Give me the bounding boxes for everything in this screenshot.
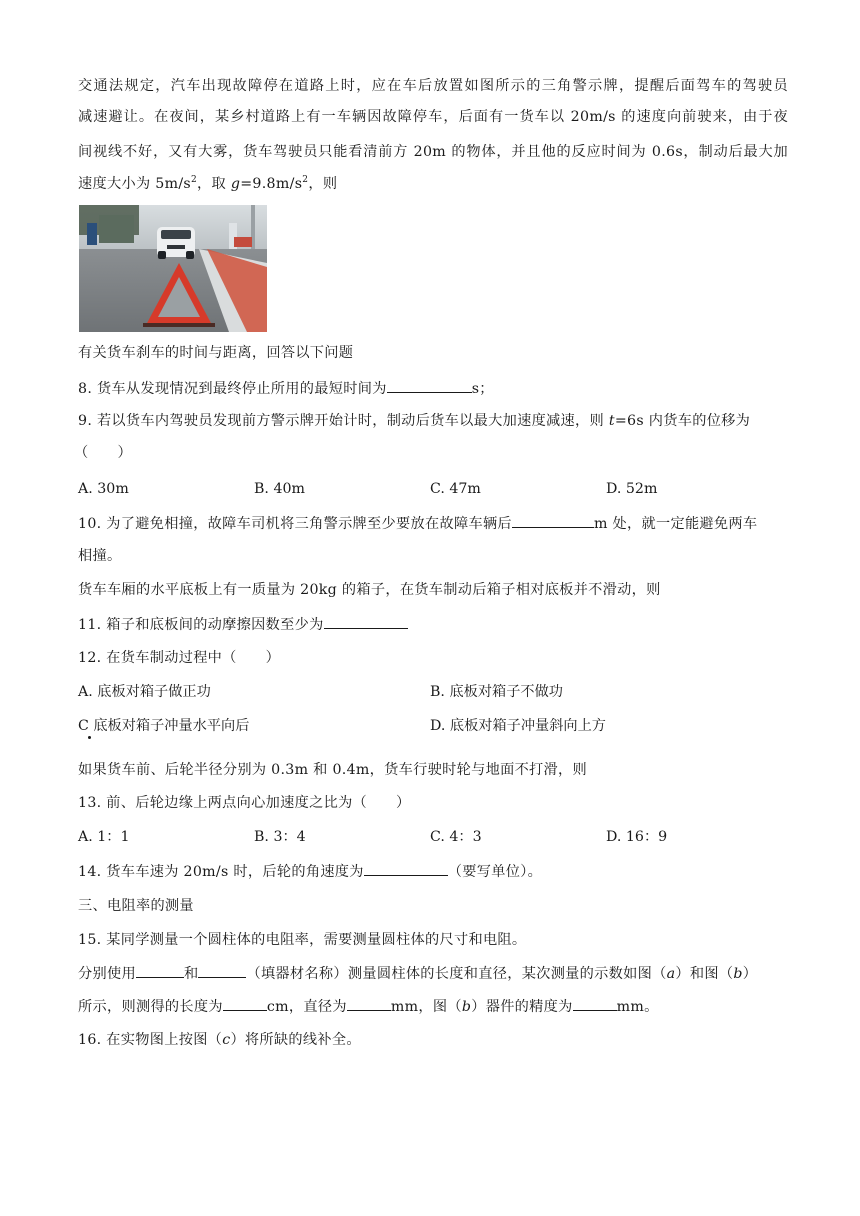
q12-option-b[interactable]: B. 底板对箱子不做功 (430, 684, 563, 700)
answer-blank-8[interactable] (387, 378, 472, 393)
q13-option-c[interactable]: C. 4：3 (430, 829, 482, 845)
section-3-heading: 三、电阻率的测量 (78, 898, 194, 914)
question-13: 13. 前、后轮边缘上两点向心加速度之比为（ ） (78, 795, 411, 811)
question-10-cont: 相撞。 (78, 548, 122, 564)
answer-blank-11[interactable] (324, 614, 408, 629)
question-9: 9. 若以货车内驾驶员发现前方警示牌开始计时，制动后货车以最大加速度减速，则 t=6s 内货车的位移为 (78, 413, 751, 429)
intro-line-3: 间视线不好，又有大雾，货车驾驶员只能看清前方 20m 的物体，并且他的反应时间为 0.6s，制动后最大加 (78, 144, 788, 160)
question-9-paren: （ ） (74, 445, 132, 461)
question-lead-1: 有关货车刹车的时间与距离，回答以下问题 (78, 345, 354, 361)
gravity-symbol: g (230, 176, 241, 192)
q9-option-a[interactable]: A. 30m (78, 481, 129, 497)
answer-blank-10[interactable] (512, 513, 594, 528)
answer-blank-15-diameter[interactable] (347, 996, 391, 1011)
q9-option-b[interactable]: B. 40m (254, 481, 305, 497)
intro-line-1: 交通法规定，汽车出现故障停在道路上时，应在车后放置如图所示的三角警示牌，提醒后面驾车的驾驶员 (78, 78, 788, 94)
question-12: 12. 在货车制动过程中（ ） (78, 650, 281, 666)
question-lead-3: 如果货车前、后轮半径分别为 0.3m 和 0.4m，货车行驶时轮与地面不打滑，则 (78, 762, 588, 778)
question-15-line-2: 分别使用 和 （填器材名称）测量圆柱体的长度和直径，某次测量的示数如图（a）和图（b） (78, 963, 788, 984)
warning-triangle-road-photo (79, 205, 267, 332)
q13-option-d[interactable]: D. 16：9 (606, 829, 668, 845)
question-15-line-3: 所示，则测得的长度为 cm，直径为 mm，图（b）器件的精度为 mm。 (78, 996, 788, 1017)
stray-dot (88, 736, 91, 739)
q13-option-a[interactable]: A. 1：1 (78, 829, 130, 845)
q12-option-d[interactable]: D. 底板对箱子冲量斜向上方 (430, 718, 606, 734)
question-8: 8. 货车从发现情况到最终停止所用的最短时间为 s； (78, 378, 788, 399)
q12-option-a[interactable]: A. 底板对箱子做正功 (78, 684, 211, 700)
question-lead-2: 货车车厢的水平底板上有一质量为 20kg 的箱子，在货车制动后箱子相对底板并不滑动，则 (78, 582, 661, 598)
question-11: 11. 箱子和底板间的动摩擦因数至少为 (78, 614, 788, 635)
question-15: 15. 某同学测量一个圆柱体的电阻率，需要测量圆柱体的尺寸和电阻。 (78, 932, 527, 948)
intro-line-4: 速度大小为 $5m/s^2$，取 $g=9.8m/s^2$，则 (78, 175, 338, 192)
answer-blank-15-length[interactable] (223, 996, 267, 1011)
q9-option-c[interactable]: C. 47m (430, 481, 481, 497)
answer-blank-15-precision[interactable] (573, 996, 617, 1011)
q9-option-d[interactable]: D. 52m (606, 481, 658, 497)
answer-blank-14[interactable] (364, 861, 448, 876)
question-10: 10. 为了避免相撞，故障车司机将三角警示牌至少要放在故障车辆后 m 处，就一定能避免两车 (78, 513, 788, 534)
intro-line-2: 减速避让。在夜间，某乡村道路上有一车辆因故障停车，后面有一货车以 20m/s 的速度向前驶来，由于夜 (78, 109, 788, 125)
answer-blank-15-tool-1[interactable] (136, 963, 184, 978)
warning-triangle-photo-icon (79, 205, 267, 332)
question-16: 16. 在实物图上按图（c）将所缺的线补全。 (78, 1032, 361, 1048)
question-14: 14. 货车车速为 20m/s 时，后轮的角速度为 （要写单位）。 (78, 861, 788, 882)
answer-blank-15-tool-2[interactable] (198, 963, 246, 978)
q13-option-b[interactable]: B. 3：4 (254, 829, 306, 845)
q12-option-c[interactable]: C 底板对箱子冲量水平向后 (78, 718, 250, 734)
